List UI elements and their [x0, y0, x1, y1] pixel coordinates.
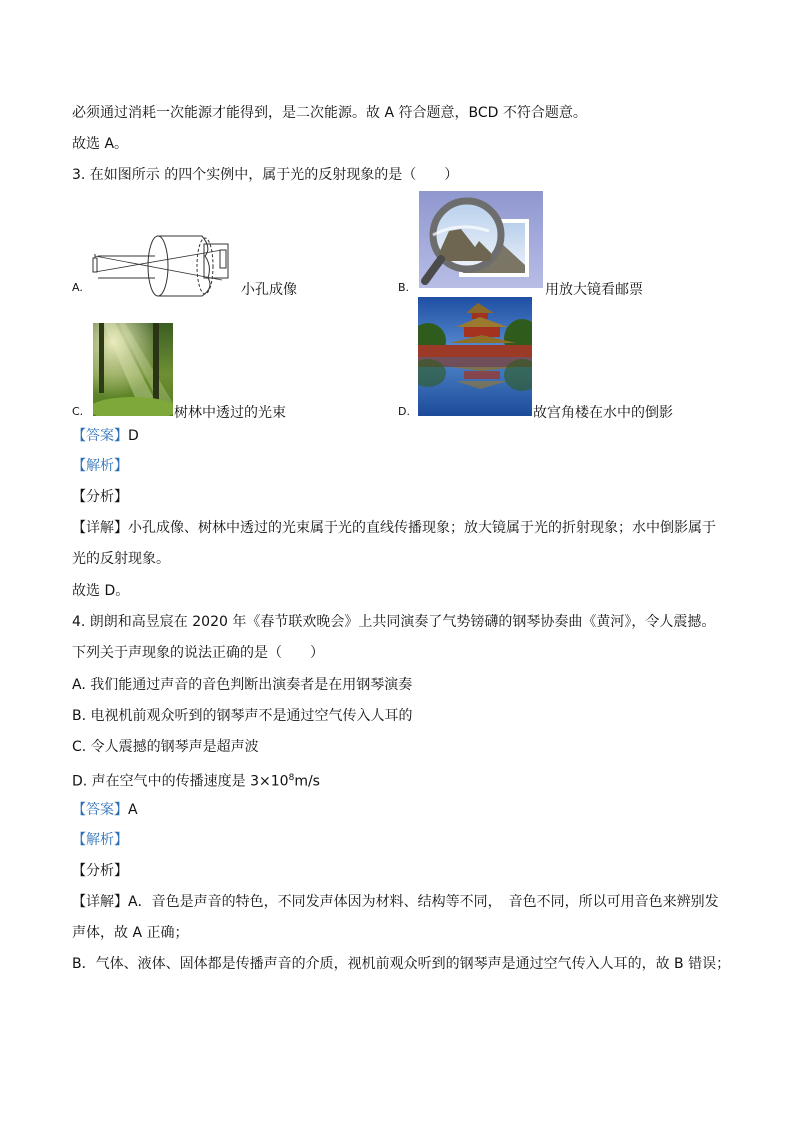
answer-line	[72, 800, 138, 820]
option-b-caption: 用放大镜看邮票	[545, 282, 643, 298]
option-b: B. 电视机前观众听到的钢琴声不是通过空气传入人耳的	[72, 708, 413, 724]
choose-line: 故选 D。	[72, 583, 130, 599]
palace-reflection-photo	[418, 297, 532, 416]
answer-tag: 【答案】	[72, 428, 128, 444]
option-a-label: A.	[72, 281, 83, 294]
fenxi-tag: 【分析】	[72, 489, 128, 505]
option-b-label: B.	[398, 281, 410, 294]
detail-line: B．气体、液体、固体都是传播声音的介质，视机前观众听到的钢琴声是通过空气传入人耳的，故 B 错误；	[72, 956, 731, 972]
option-d-text: D. 声在空气中的传播速度是 3×10	[72, 773, 289, 790]
analysis-tag: 【解析】	[72, 832, 128, 848]
analysis-tag: 【解析】	[72, 458, 128, 474]
magnifier-stamp-photo	[419, 191, 543, 288]
detail-line	[72, 892, 719, 912]
option-d-label: D.	[398, 405, 410, 418]
exponent: 8	[288, 773, 295, 783]
answer-line	[72, 426, 139, 446]
question-4-stem: 4. 朗朗和高昱宸在 2020 年《春节联欢晚会》上共同演奏了气势镑礴的钢琴协奏曲《黄河》，令人震撼。	[72, 614, 716, 630]
detail-tag: 【详解】	[72, 520, 128, 536]
answer-tag: 【答案】	[72, 802, 128, 818]
detail-line: 光的反射现象。	[72, 551, 170, 567]
option-d	[72, 768, 320, 792]
answer-value: A	[128, 802, 138, 818]
pinhole-camera-figure	[90, 228, 240, 298]
answer-value: D	[128, 428, 139, 444]
fenxi-tag: 【分析】	[72, 863, 128, 879]
option-d-caption: 故宫角楼在水中的倒影	[533, 405, 673, 421]
detail-line	[72, 518, 716, 538]
detail-tag: 【详解】	[72, 894, 128, 910]
text-line: 故选 A。	[72, 136, 129, 152]
option-d-unit: m/s	[294, 773, 320, 790]
option-a: A. 我们能通过声音的音色判断出演奏者是在用钢琴演奏	[72, 677, 413, 693]
detail-text: A．音色是声音的特色，不同发声体因为材料、结构等不同， 音色不同，所以可用音色来辨别发	[128, 894, 719, 910]
question-3-stem: 3. 在如图所示 的四个实例中，属于光的反射现象的是（ ）	[72, 167, 459, 183]
question-4-stem: 下列关于声现象的说法正确的是（ ）	[72, 645, 324, 661]
forest-light-photo	[93, 323, 173, 416]
text-line: 必须通过消耗一次能源才能得到，是二次能源。故 A 符合题意，BCD 不符合题意。	[72, 105, 587, 121]
option-c: C. 令人震撼的钢琴声是超声波	[72, 739, 259, 755]
option-a-caption: 小孔成像	[241, 282, 297, 298]
option-c-label: C.	[72, 405, 84, 418]
detail-text: 小孔成像、树林中透过的光束属于光的直线传播现象；放大镜属于光的折射现象；水中倒影属于	[128, 520, 716, 536]
option-c-caption: 树林中透过的光束	[174, 405, 286, 421]
detail-line: 声体，故 A 正确；	[72, 925, 189, 941]
